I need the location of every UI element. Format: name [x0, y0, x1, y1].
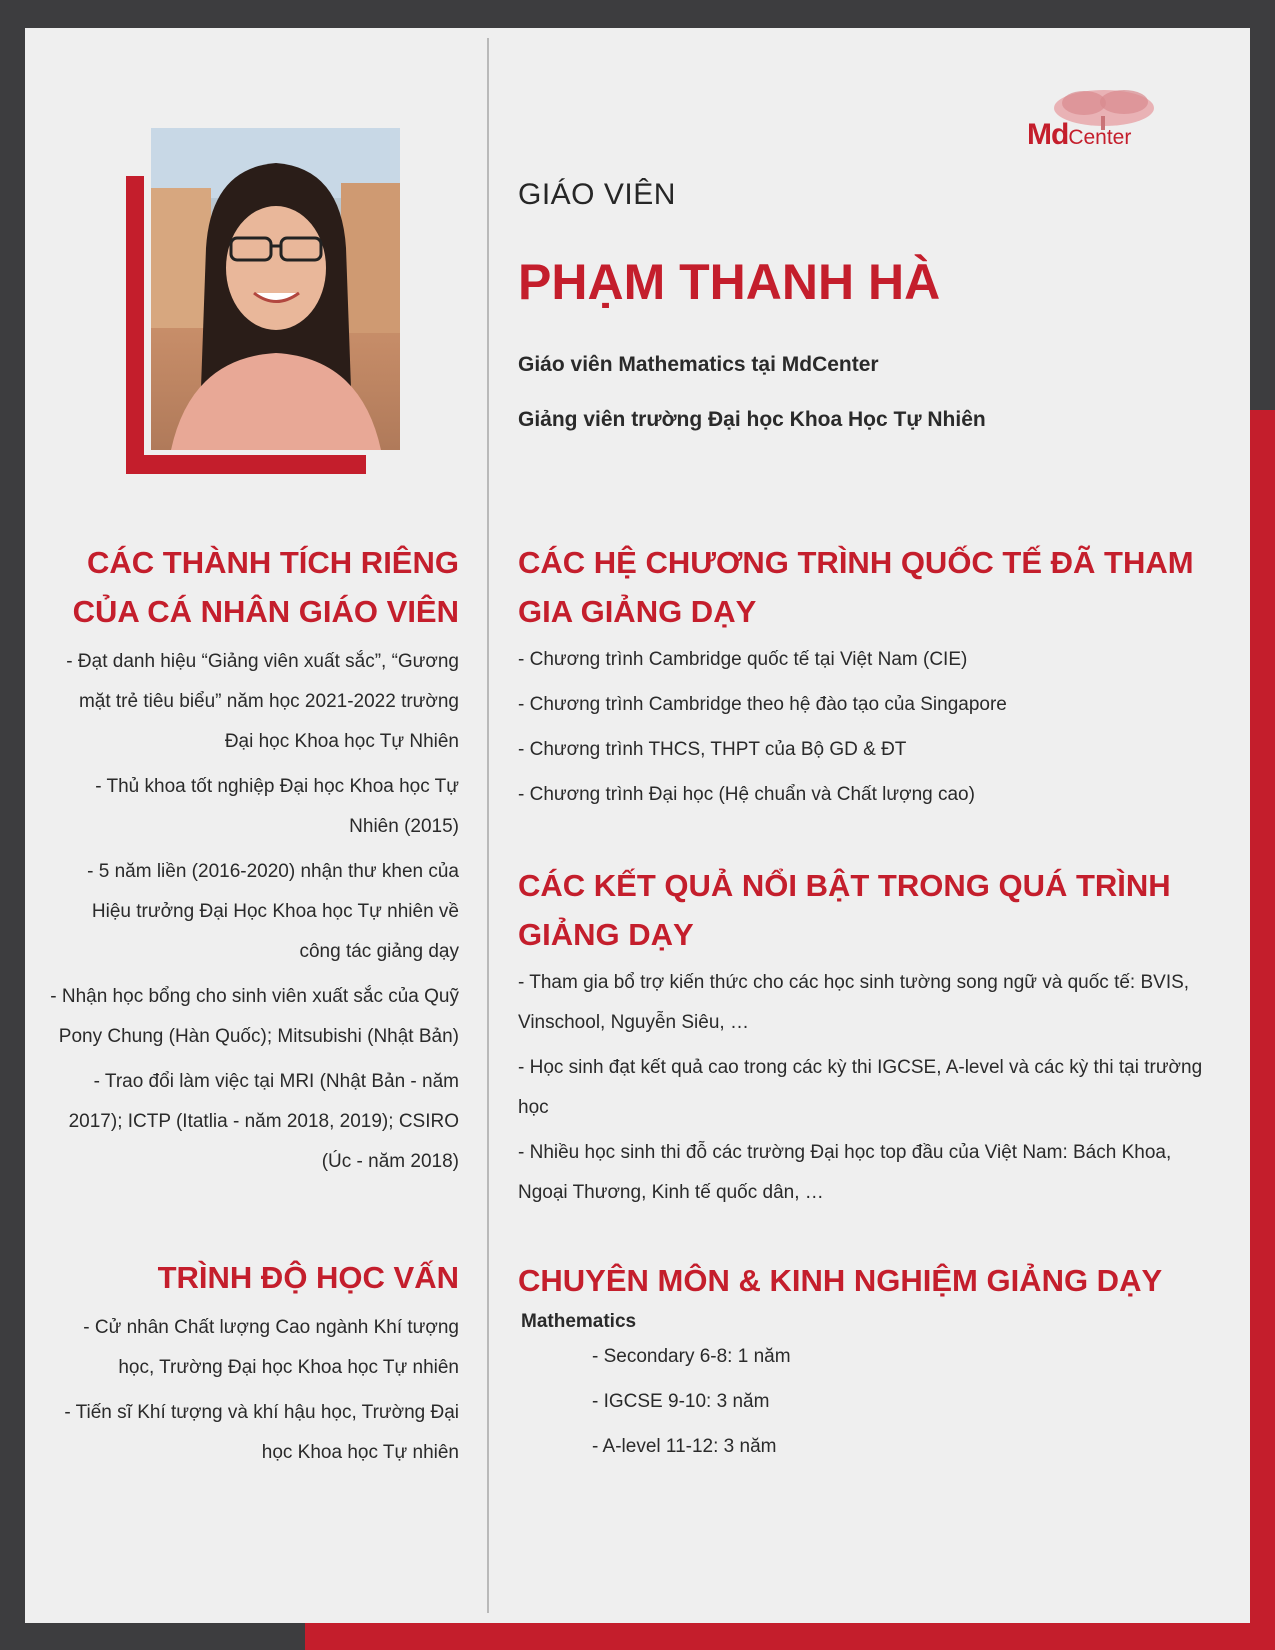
achievements-heading: CÁC THÀNH TÍCH RIÊNG CỦA CÁ NHÂN GIÁO VIÊN — [72, 545, 459, 629]
achievement-item: - Đạt danh hiệu “Giảng viên xuất sắc”, “Gương mặt trẻ tiêu biểu” năm học 2021-2022 trường Đại học Khoa học Tự Nhiên — [66, 651, 459, 752]
programs-section — [518, 538, 1208, 820]
result-item: - Nhiều học sinh thi đỗ các trường Đại học top đầu của Việt Nam: Bách Khoa, Ngoại Thương, Kinh tế quốc dân, … — [518, 1142, 1172, 1203]
education-section — [50, 1253, 459, 1478]
subtitle-university: Giảng viên trường Đại học Khoa Học Tự Nhiên — [518, 408, 986, 431]
subtitle-position: Giáo viên Mathematics tại MdCenter — [518, 353, 879, 376]
program-item: - Chương trình Đại học (Hệ chuẩn và Chất lượng cao) — [518, 784, 975, 805]
profile-sheet — [25, 28, 1250, 1623]
mdcenter-logo — [1027, 88, 1177, 158]
result-item: - Tham gia bổ trợ kiến thức cho các học sinh tường song ngữ và quốc tế: BVIS, Vinschool, Nguyễn Siêu, … — [518, 972, 1190, 1033]
education-item: - Cử nhân Chất lượng Cao ngành Khí tượng học, Trường Đại học Khoa học Tự nhiên — [83, 1317, 459, 1378]
teacher-name: PHẠM THANH HÀ — [518, 254, 941, 310]
achievements-section — [50, 538, 459, 1187]
results-heading: CÁC KẾT QUẢ NỔI BẬT TRONG QUÁ TRÌNH GIẢNG DẠY — [518, 868, 1171, 952]
teacher-photo — [151, 128, 400, 450]
achievement-item: - 5 năm liền (2016-2020) nhận thư khen của Hiệu trưởng Đại Học Khoa học Tự nhiên về công tác giảng dạy — [87, 861, 459, 962]
program-item: - Chương trình THCS, THPT của Bộ GD & ĐT — [518, 739, 907, 760]
program-item: - Chương trình Cambridge quốc tế tại Việt Nam (CIE) — [518, 649, 968, 670]
achievement-item: - Nhận học bổng cho sinh viên xuất sắc của Quỹ Pony Chung (Hàn Quốc); Mitsubishi (Nhật Bản) — [50, 986, 459, 1047]
experience-item: - IGCSE 9-10: 3 năm — [592, 1391, 770, 1412]
results-section — [518, 861, 1208, 1218]
expertise-section — [518, 1256, 1208, 1472]
result-item: - Học sinh đạt kết quả cao trong các kỳ thi IGCSE, A-level và các kỳ thi tại trường học — [518, 1057, 1203, 1118]
logo-md-text: Md — [1027, 118, 1069, 151]
experience-item: - A-level 11-12: 3 năm — [592, 1436, 777, 1457]
subject-label: Mathematics — [521, 1311, 637, 1332]
column-divider — [487, 38, 489, 1613]
role-label: GIÁO VIÊN — [518, 178, 676, 211]
achievement-item: - Trao đổi làm việc tại MRI (Nhật Bản - năm 2017); ICTP (Itatlia - năm 2018, 2019); CSIRO (Úc - năm 2018) — [68, 1071, 459, 1172]
education-item: - Tiến sĩ Khí tượng và khí hậu học, Trường Đại học Khoa học Tự nhiên — [64, 1402, 459, 1463]
logo-center-text: Center — [1068, 126, 1132, 149]
experience-item: - Secondary 6-8: 1 năm — [592, 1346, 791, 1367]
programs-heading: CÁC HỆ CHƯƠNG TRÌNH QUỐC TẾ ĐÃ THAM GIA GIẢNG DẠY — [518, 545, 1194, 629]
education-heading: TRÌNH ĐỘ HỌC VẤN — [157, 1260, 459, 1295]
program-item: - Chương trình Cambridge theo hệ đào tạo của Singapore — [518, 694, 1007, 715]
achievement-item: - Thủ khoa tốt nghiệp Đại học Khoa học Tự Nhiên (2015) — [95, 776, 459, 837]
expertise-heading: CHUYÊN MÔN & KINH NGHIỆM GIẢNG DẠY — [518, 1263, 1163, 1298]
